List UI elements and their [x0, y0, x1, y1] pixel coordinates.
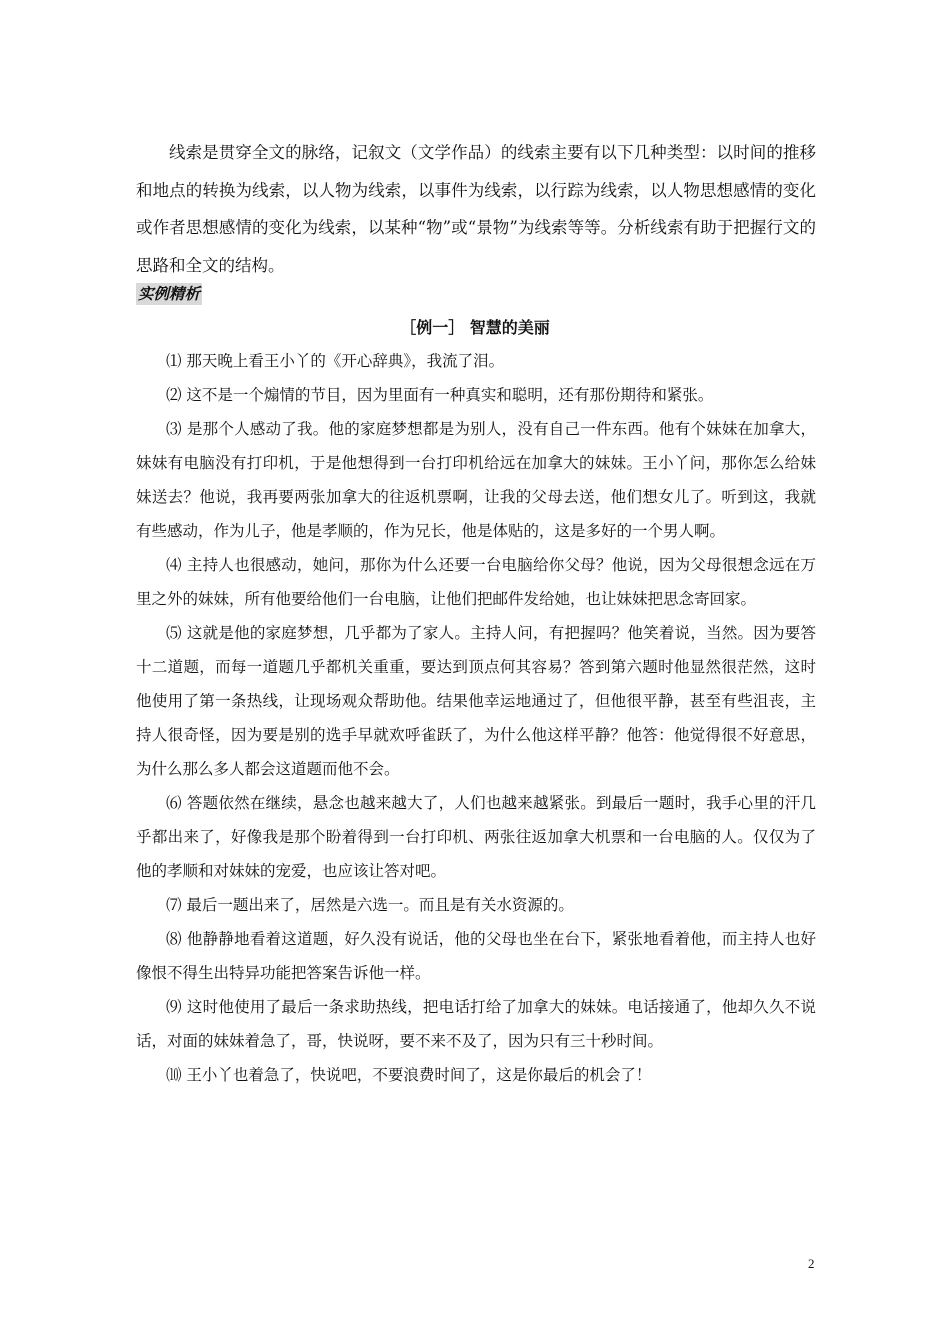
article-body [136, 344, 816, 1092]
section-heading: 实例精析 [138, 285, 201, 303]
paragraph-10: ⑽ 王小丫也着急了，快说吧，不要浪费时间了，这是你最后的机会了！ [166, 1066, 652, 1084]
paragraph-3: ⑶ 是那个人感动了我。他的家庭梦想都是为别人，没有自己一件东西。他有个妹妹在加拿大，妹妹有电脑没有打印机，于是他想得到一台打印机给远在加拿大的妹妹。王小丫问，那你怎么给妹妹送去？他说，我再要两张加拿大的往返机票啊，让我的父母去送，他们想女儿了。听到这，我就有些感动，作为儿子，他是孝顺的，作为兄长，他是体贴的，这是多好的一个男人啊。 [136, 420, 816, 540]
intro-paragraph: 线索是贯穿全文的脉络，记叙文（文学作品）的线索主要有以下几种类型：以时间的推移和地点的转换为线索，以人物为线索，以事件为线索，以行踪为线索，以人物思想感情的变化或作者思想感情的变化为线索，以某种“物”或“景物”为线索等等。分析线索有助于把握行文的思路和全文的结构。 [136, 143, 816, 275]
paragraph-4: ⑷ 主持人也很感动，她问，那你为什么还要一台电脑给你父母？他说，因为父母很想念远在万里之外的妹妹，所有他要给他们一台电脑，让他们把邮件发给她，也让妹妹把思念寄回家。 [136, 556, 816, 608]
paragraph-8: ⑻ 他静静地看着这道题，好久没有说话，他的父母也坐在台下，紧张地看着他，而主持人也好像恨不得生出特异功能把答案告诉他一样。 [136, 930, 816, 982]
paragraph-5: ⑸ 这就是他的家庭梦想，几乎都为了家人。主持人问，有把握吗？他笑着说，当然。因为要答十二道题，而每一道题几乎都机关重重，要达到顶点何其容易？答到第六题时他显然很茫然，这时他使用了第一条热线，让现场观众帮助他。结果他幸运地通过了，但他很平静，甚至有些沮丧，主持人很奇怪，因为要是别的选手早就欢呼雀跃了，为什么他这样平静？他答：他觉得很不好意思，为什么那么多人都会这道题而他不会。 [136, 624, 816, 778]
page-number: 2 [808, 1256, 815, 1271]
paragraph-7: ⑺ 最后一题出来了，居然是六选一。而且是有关水资源的。 [166, 896, 574, 914]
paragraph-2: ⑵ 这不是一个煽情的节目，因为里面有一种真实和聪明，还有那份期待和紧张。 [166, 386, 714, 404]
example-title: ［例一］ 智慧的美丽 [400, 318, 550, 337]
paragraph-9: ⑼ 这时他使用了最后一条求助热线，把电话打给了加拿大的妹妹。电话接通了，他却久久不说话，对面的妹妹着急了，哥，快说呀，要不来不及了，因为只有三十秒时间。 [136, 998, 816, 1050]
paragraph-6: ⑹ 答题依然在继续，悬念也越来越大了，人们也越来越紧张。到最后一题时，我手心里的汗几乎都出来了，好像我是那个盼着得到一台打印机、两张往返加拿大机票和一台电脑的人。仅仅为了他的孝顺和对妹妹的宠爱，也应该让答对吧。 [136, 794, 816, 880]
paragraph-1: ⑴ 那天晚上看王小丫的《开心辞典》，我流了泪。 [166, 352, 505, 370]
